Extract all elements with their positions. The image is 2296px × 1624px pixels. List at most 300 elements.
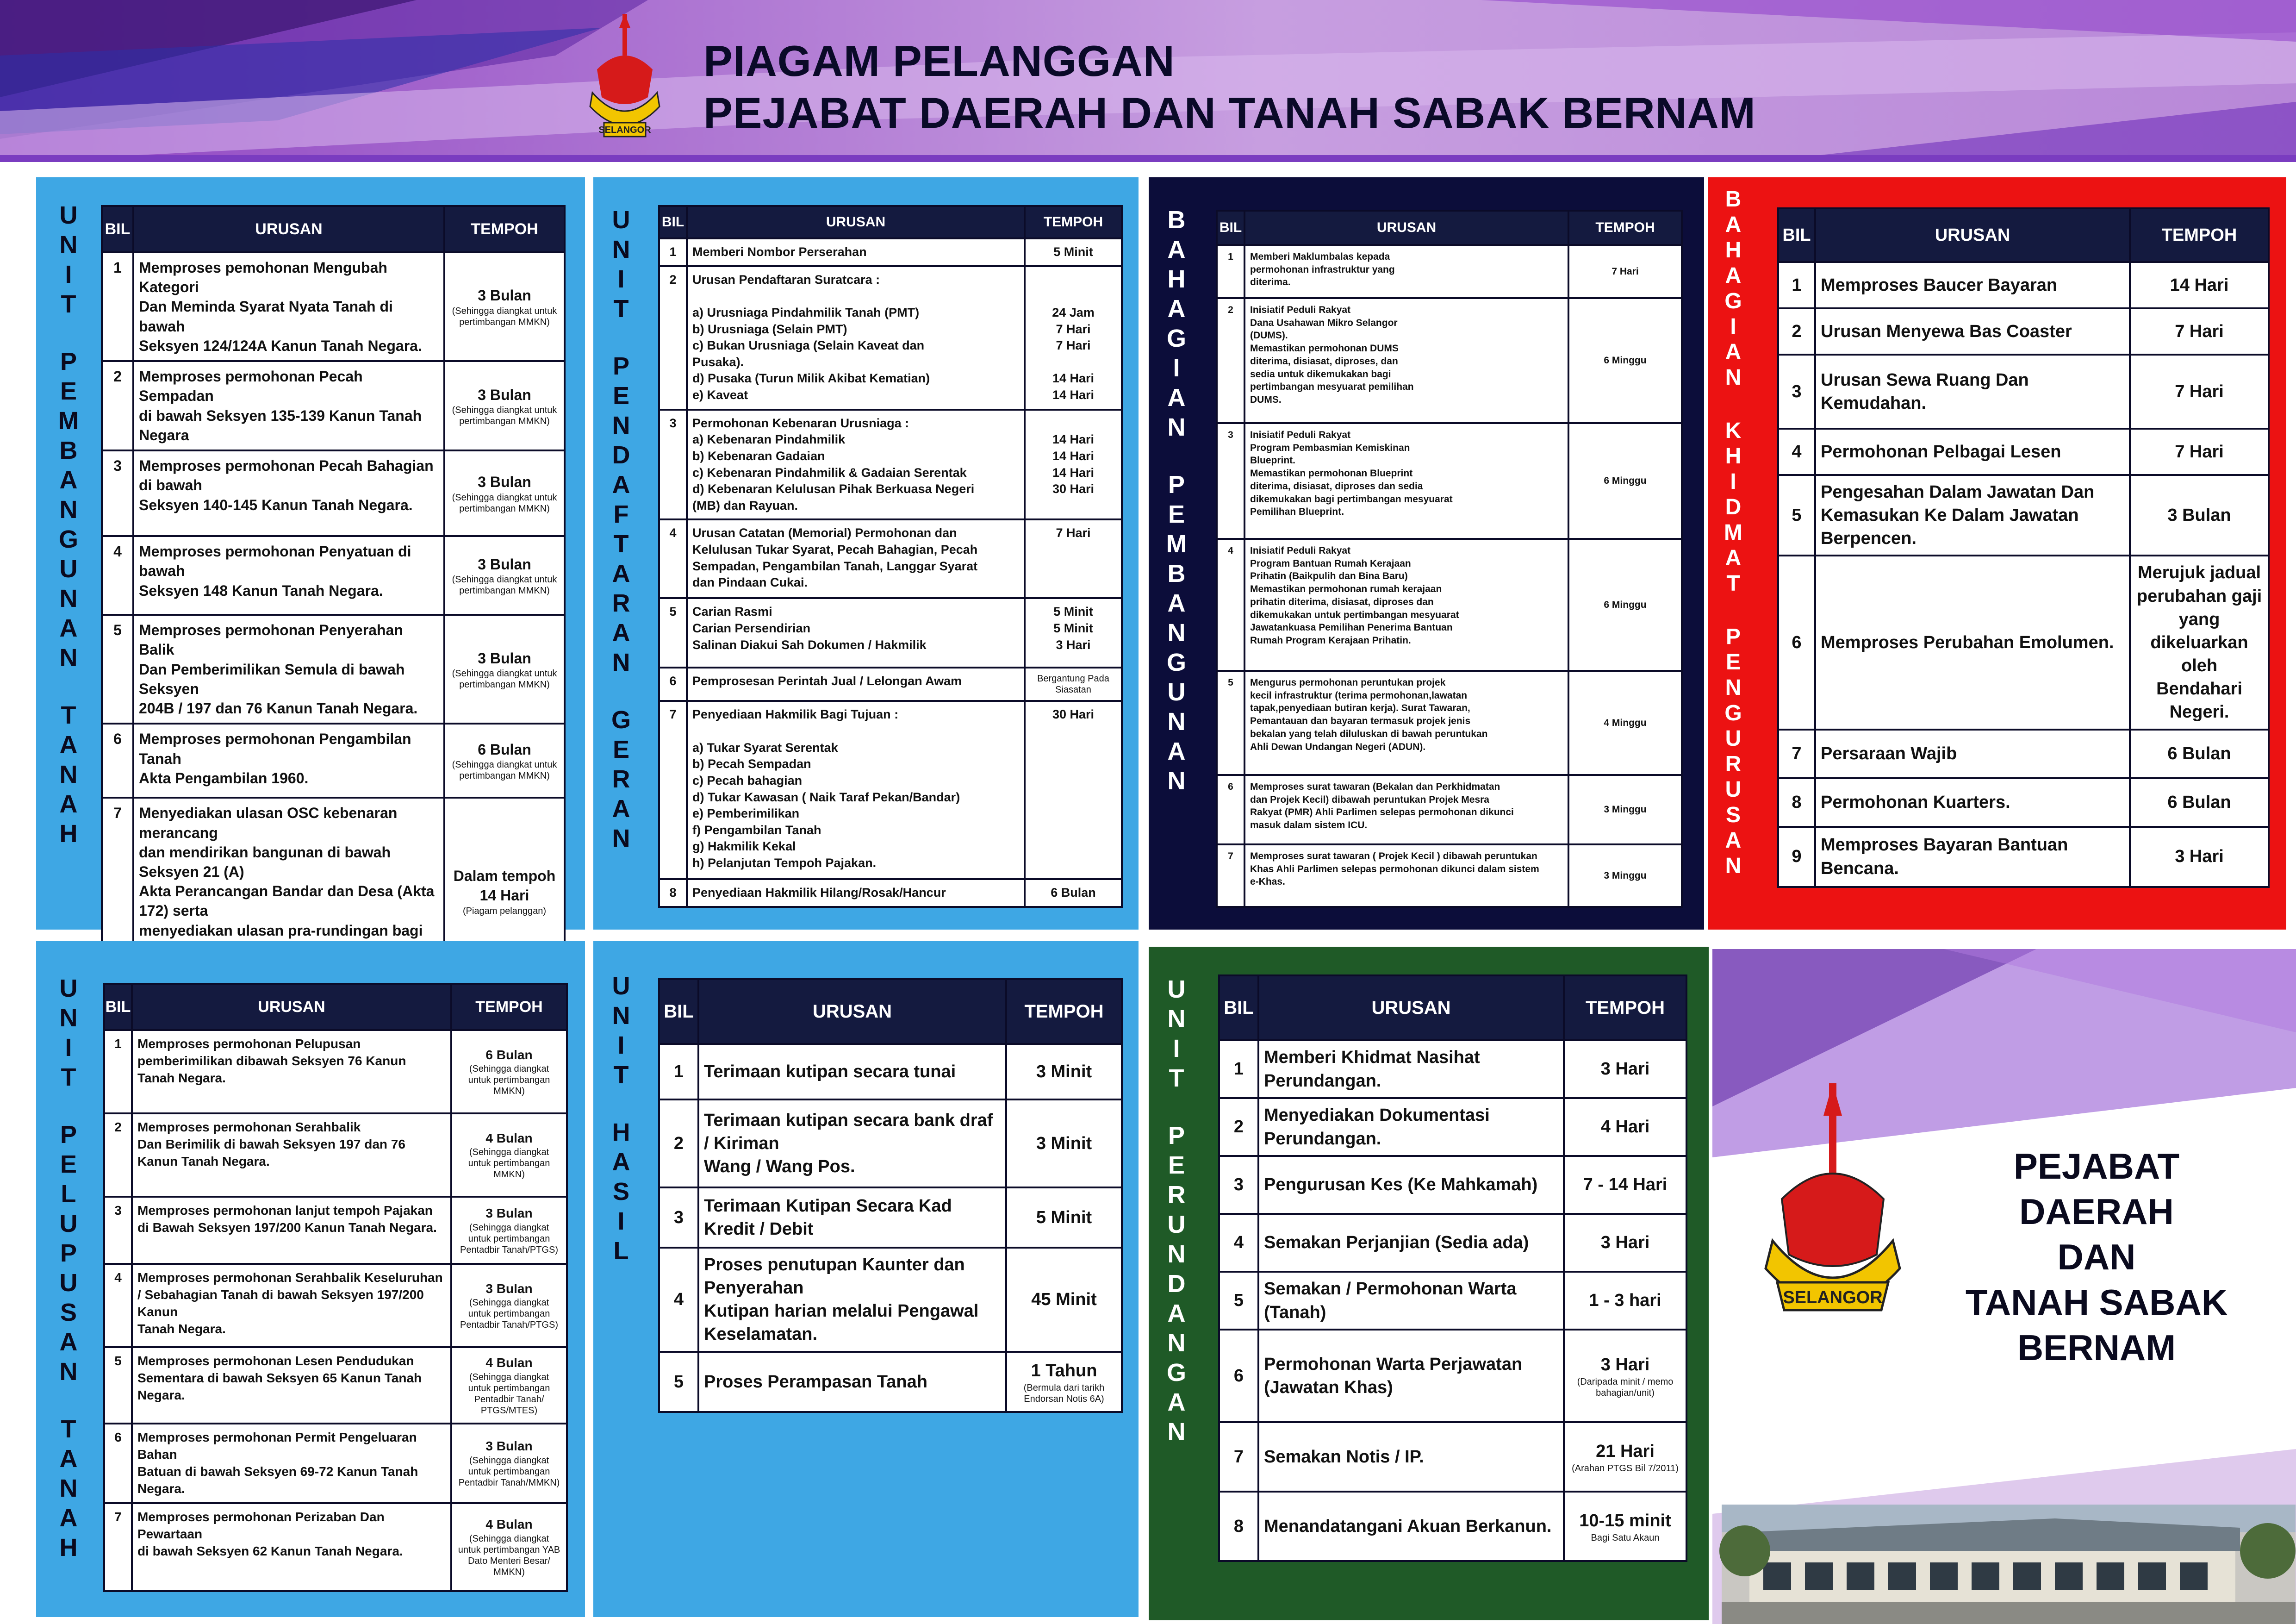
panel-unit-pembangunan-tanah — [36, 177, 585, 939]
service-duration — [1568, 423, 1682, 539]
row-number: 3 — [104, 1197, 132, 1264]
column-header-bil: BIL — [1778, 208, 1815, 262]
label-letter: U — [612, 972, 630, 1000]
service-description: Memproses surat tawaran (Bekalan dan Perkhidmatan dan Projek Kecil) dibawah peruntukan Projek Mesra Rakyat (PMR) Ahli Parlimen selepas permohonan dikunci masuk dalam sistem ICU. — [1244, 775, 1568, 844]
table-row — [1219, 1422, 1686, 1492]
column-header-urusan: URUSAN — [698, 979, 1006, 1044]
service-description: Proses penutupan Kaunter dan Penyerahan Kutipan harian melalui Pengawal Keselamatan. — [698, 1248, 1006, 1352]
service-table — [658, 205, 1123, 908]
label-letter: N — [1167, 1005, 1186, 1033]
service-duration — [2130, 308, 2269, 355]
column-header-bil: BIL — [659, 206, 687, 238]
label-letter: M — [1724, 520, 1742, 545]
service-description: Memproses permohonan Pecah Sempadan di bawah Seksyen 135-139 Kanun Tanah Negara — [133, 361, 444, 450]
label-letter: N — [1167, 767, 1186, 795]
row-number: 3 — [1778, 355, 1815, 429]
duration-value: 14 Hari — [2170, 275, 2229, 295]
label-letter: U — [1167, 1211, 1186, 1238]
row-number: 4 — [104, 1264, 132, 1347]
service-duration — [1564, 1330, 1686, 1422]
duration-value: Merujuk jadual perubahan gaji yang dikeluarkan oleh Bendahari Negeri. — [2136, 563, 2262, 722]
label-letter: A — [59, 1504, 78, 1532]
column-header-urusan: URUSAN — [133, 206, 444, 252]
service-duration — [1025, 598, 1122, 668]
duration-value: 5 Minit 5 Minit 3 Hari — [1053, 605, 1093, 652]
label-letter: N — [59, 231, 78, 259]
row-number: 7 — [1217, 844, 1244, 907]
service-duration — [2130, 730, 2269, 778]
label-letter: B — [1167, 560, 1186, 587]
column-header-tempoh: TEMPOH — [1006, 979, 1122, 1044]
label-letter: G — [1724, 289, 1742, 313]
column-header-tempoh: TEMPOH — [444, 206, 565, 252]
label-letter: E — [612, 382, 630, 410]
label-letter: E — [1725, 650, 1741, 675]
label-letter: N — [59, 644, 78, 672]
service-description: Permohonan Warta Perjawatan (Jawatan Khas) — [1258, 1330, 1564, 1422]
service-description: Memberi Maklumbalas kepada permohonan infrastruktur yang diterima. — [1244, 245, 1568, 298]
label-letter: D — [612, 441, 630, 469]
label-letter: H — [1167, 265, 1186, 293]
service-description: Memproses surat tawaran ( Projek Kecil ) dibawah peruntukan Khas Ahli Parlimen selepas permohonan dikunci dalam sistem e-Khas. — [1244, 844, 1568, 907]
service-duration — [444, 724, 565, 798]
service-duration — [1564, 1098, 1686, 1156]
service-duration — [1568, 298, 1682, 423]
label-letter: P — [60, 348, 77, 375]
label-letter: T — [61, 1415, 76, 1443]
label-letter: R — [612, 589, 630, 617]
label-letter: G — [1166, 1359, 1186, 1387]
duration-note: (Bermula dari tarikh Endorsan Notis 6A) — [1023, 1382, 1105, 1404]
label-letter: I — [1173, 354, 1180, 382]
service-duration — [2130, 827, 2269, 887]
panel-vertical-label — [607, 971, 635, 1266]
duration-note: (Sehingga diangkat untuk pertimbangan Pentadbir Tanah/ PTGS/MTES) — [468, 1372, 550, 1416]
table-row — [659, 668, 1122, 701]
row-number: 8 — [659, 879, 687, 907]
duration-value: 6 Minggu — [1604, 355, 1647, 366]
table-row — [102, 536, 565, 615]
service-duration — [1564, 1214, 1686, 1272]
label-letter: A — [1167, 295, 1186, 323]
row-number: 8 — [1219, 1492, 1258, 1561]
service-description: Memproses permohonan Pelupusan pemberimilikan dibawah Seksyen 76 Kanun Tanah Negara. — [132, 1030, 451, 1113]
label-letter: P — [1168, 1122, 1185, 1149]
service-duration — [451, 1424, 567, 1503]
table-row — [1778, 355, 2269, 429]
label-letter: U — [1167, 975, 1186, 1003]
table-row — [1219, 1156, 1686, 1214]
panel-vertical-label — [1163, 974, 1190, 1447]
service-description: Memproses pemohonan Mengubah Kategori Dan Meminda Syarat Nyata Tanah di bawah Seksyen 124/124A Kanun Tanah Negara. — [133, 252, 444, 361]
service-description: Inisiatif Peduli Rakyat Program Pembasmian Kemiskinan Blueprint. Memastikan permohonan Blueprint diterima, disiasat, diproses dan sedia dikemukakan bagi pertimbangan mesyuarat Pemilihan Blueprint. — [1244, 423, 1568, 539]
promo-office-name: PEJABAT DAERAH DAN TANAH SABAK BERNAM — [1965, 1146, 2228, 1368]
duration-value: 4 Minggu — [1604, 717, 1647, 728]
duration-value: 4 Bulan — [485, 1517, 533, 1532]
row-number: 7 — [104, 1503, 132, 1591]
table-row — [1778, 778, 2269, 827]
service-duration — [1006, 1099, 1122, 1187]
label-letter: A — [59, 614, 78, 642]
service-duration — [451, 1264, 567, 1347]
duration-value: 7 Hari — [2175, 321, 2224, 341]
label-letter: R — [1725, 752, 1742, 776]
duration-note: (Sehingga diangkat untuk pertimbangan MMKN) — [468, 1147, 550, 1180]
label-letter: N — [59, 1474, 78, 1502]
service-description: Memproses permohonan Lesen Pendudukan Sementara di bawah Seksyen 65 Kanun Tanah Negara. — [132, 1347, 451, 1424]
label-letter: F — [613, 500, 629, 528]
table-row — [1219, 1492, 1686, 1561]
duration-value: 6 Bulan — [2167, 792, 2231, 812]
table-row — [1219, 1214, 1686, 1272]
duration-value: 3 Bulan — [485, 1206, 533, 1221]
table-row — [1778, 262, 2269, 308]
row-number: 3 — [102, 450, 133, 536]
label-letter: A — [1725, 340, 1742, 364]
table-row — [1219, 1272, 1686, 1330]
service-description: Menyediakan ulasan OSC kebenaran merancang dan mendirikan bangunan di bawah Seksyen 21 (A) Akta Perancangan Bandar dan Desa (Akta 172) serta menyediakan ulasan pra-rundingan bagi — [133, 798, 444, 985]
label-letter: H — [59, 1534, 78, 1562]
promo-office-panel — [1712, 949, 2296, 1624]
row-number: 3 — [659, 410, 687, 520]
service-duration — [451, 1347, 567, 1424]
service-description: Penyediaan Hakmilik Bagi Tujuan : a) Tukar Syarat Serentak b) Pecah Sempadan c) Pecah bahagian d) Tukar Kawasan ( Naik Taraf Pekan/Bandar) e) Pemberimilikan f) Pengambilan Tanah g) Hakmilik Kekal h) Pelanjutan Tempoh Pajakan. — [687, 701, 1025, 879]
table-row — [1217, 539, 1682, 671]
table-row — [659, 1352, 1122, 1412]
label-letter: N — [1167, 413, 1186, 441]
duration-value: 10-15 minit — [1579, 1511, 1671, 1530]
column-header-bil: BIL — [659, 979, 698, 1044]
label-letter: D — [1725, 495, 1742, 519]
duration-note: (Sehingga diangkat untuk pertimbangan MMKN) — [452, 306, 557, 327]
service-duration — [444, 450, 565, 536]
column-header-urusan: URUSAN — [687, 206, 1025, 238]
row-number: 2 — [1217, 298, 1244, 423]
duration-value: Dalam tempoh 14 Hari — [453, 868, 556, 904]
column-header-urusan: URUSAN — [1815, 208, 2130, 262]
service-description: Memproses Baucer Bayaran — [1815, 262, 2130, 308]
panel-vertical-label — [607, 205, 635, 853]
label-letter: I — [65, 1034, 72, 1062]
table-row — [104, 1030, 567, 1113]
panel-vertical-label — [55, 200, 82, 849]
duration-value: 24 Jam 7 Hari 7 Hari 14 Hari 14 Hari — [1052, 305, 1095, 402]
table-row — [1778, 730, 2269, 778]
label-letter: A — [612, 471, 630, 499]
service-description: Semakan Notis / IP. — [1258, 1422, 1564, 1492]
service-table — [103, 983, 568, 1592]
duration-value: 4 Bulan — [485, 1131, 533, 1145]
service-description: Permohonan Kebenaran Urusniaga : a) Kebenaran Pindahmilik b) Kebenaran Gadaian c) Kebenaran Pindahmilik & Gadaian Serentak d) Kebenaran Kelulusan Pihak Berkuasa Negeri (MB) dan Rayuan. — [687, 410, 1025, 520]
duration-value: 3 Bulan — [485, 1281, 533, 1296]
row-number: 7 — [1219, 1422, 1258, 1492]
duration-value: 3 Hari — [1600, 1233, 1650, 1253]
row-number: 6 — [104, 1424, 132, 1503]
row-number: 3 — [1219, 1156, 1258, 1214]
service-duration — [444, 361, 565, 450]
table-row — [102, 450, 565, 536]
panel-unit-perundangan — [1149, 947, 1709, 1620]
table-row — [659, 410, 1122, 520]
label-letter: A — [59, 466, 78, 494]
label-letter: I — [1730, 314, 1736, 339]
row-number: 5 — [1778, 475, 1815, 556]
service-duration — [2130, 556, 2269, 729]
service-duration — [444, 252, 565, 361]
column-header-tempoh: TEMPOH — [2130, 208, 2269, 262]
label-letter: U — [59, 555, 78, 583]
label-letter: G — [1724, 701, 1742, 725]
row-number: 6 — [102, 724, 133, 798]
label-letter: M — [1166, 530, 1187, 558]
service-table — [658, 978, 1123, 1413]
duration-note: (Sehingga diangkat untuk pertimbangan MMKN) — [452, 760, 557, 781]
label-letter: N — [612, 824, 630, 852]
service-table — [1777, 207, 2270, 888]
service-duration — [1025, 879, 1122, 907]
service-duration — [1568, 844, 1682, 907]
column-header-urusan: URUSAN — [1258, 975, 1564, 1040]
column-header-urusan: URUSAN — [1244, 211, 1568, 245]
service-description: Pengesahan Dalam Jawatan Dan Kemasukan Ke Dalam Jawatan Berpencen. — [1815, 475, 2130, 556]
svg-text:SELANGOR: SELANGOR — [1783, 1288, 1883, 1307]
label-letter: T — [61, 1063, 76, 1091]
duration-value: 7 Hari — [1056, 526, 1091, 540]
duration-value: 7 - 14 Hari — [1583, 1175, 1668, 1195]
label-letter: N — [59, 761, 78, 788]
panel-bahagian-pembangunan — [1149, 177, 1704, 930]
row-number: 5 — [102, 615, 133, 724]
row-number: 7 — [102, 798, 133, 985]
label-letter: K — [1725, 418, 1742, 443]
service-duration — [2130, 778, 2269, 827]
label-letter: T — [61, 290, 76, 318]
service-description: Inisiatif Peduli Rakyat Dana Usahawan Mikro Selangor (DUMS). Memastikan permohonan DUMS diterima, disiasat, diproses, dan sedia untuk dikemukakan bagi pertimbangan mesyuarat pemilihan DUMS. — [1244, 298, 1568, 423]
selangor-crest-icon — [1740, 1083, 1925, 1343]
panel-vertical-label — [1719, 187, 1747, 879]
row-number: 6 — [1219, 1330, 1258, 1422]
label-letter: A — [1167, 737, 1186, 765]
row-number: 4 — [1217, 539, 1244, 671]
duration-value: 7 Hari — [2175, 381, 2224, 401]
table-row — [1219, 1040, 1686, 1098]
label-letter: U — [59, 201, 78, 229]
label-letter: A — [1167, 589, 1186, 617]
column-header-bil: BIL — [102, 206, 133, 252]
row-number: 9 — [1778, 827, 1815, 887]
duration-note: (Sehingga diangkat untuk pertimbangan Pentadbir Tanah/PTGS) — [460, 1222, 558, 1255]
duration-note: (Sehingga diangkat untuk pertimbangan Pentadbir Tanah/MMKN) — [458, 1455, 560, 1488]
service-description: Proses Perampasan Tanah — [698, 1352, 1006, 1412]
service-duration — [2130, 262, 2269, 308]
label-letter: A — [1725, 263, 1742, 288]
panel-unit-pendaftaran-geran — [593, 177, 1139, 930]
service-description: Urusan Catatan (Memorial) Permohonan dan Kelulusan Tukar Syarat, Pecah Bahagian, Pecah Sempadan, Pengambilan Tanah, Langgar Syarat dan Pindaan Cukai. — [687, 519, 1025, 598]
table-row — [1219, 1098, 1686, 1156]
duration-value: 3 Bulan — [478, 287, 531, 304]
panel-bahagian-khidmat-pengurusan — [1708, 177, 2286, 930]
table-row — [1217, 775, 1682, 844]
page-title: PIAGAM PELANGGAN — [703, 37, 1175, 85]
service-table — [101, 205, 566, 986]
service-description: Memproses permohonan Penyerahan Balik Dan Pemberimilikan Semula di bawah Seksyen 204B / 197 dan 76 Kanun Tanah Negara. — [133, 615, 444, 724]
label-letter: H — [1725, 444, 1742, 468]
service-description: Memberi Khidmat Nasihat Perundangan. — [1258, 1040, 1564, 1098]
label-letter: B — [59, 437, 78, 464]
duration-value: 1 - 3 hari — [1589, 1291, 1661, 1311]
label-letter: N — [1167, 1240, 1186, 1268]
duration-value: 14 Hari 14 Hari 14 Hari 30 Hari — [1052, 432, 1095, 496]
row-number: 5 — [659, 598, 687, 668]
service-duration — [1025, 410, 1122, 520]
row-number: 5 — [1217, 671, 1244, 775]
duration-note: (Arahan PTGS Bil 7/2011) — [1572, 1463, 1679, 1474]
table-row — [1778, 429, 2269, 475]
service-table — [1216, 210, 1683, 908]
service-duration — [1564, 1492, 1686, 1561]
label-letter: I — [617, 1207, 625, 1235]
label-letter: P — [60, 1239, 77, 1267]
row-number: 2 — [659, 266, 687, 410]
row-number: 4 — [1219, 1214, 1258, 1272]
service-duration — [1564, 1156, 1686, 1214]
label-letter: N — [612, 649, 630, 676]
duration-value: 45 Minit — [1031, 1290, 1097, 1310]
duration-note: (Sehingga diangkat untuk pertimbangan MMKN) — [452, 405, 557, 426]
label-letter: U — [59, 1269, 78, 1297]
duration-value: 7 Hari — [2175, 442, 2224, 462]
column-header-tempoh: TEMPOH — [451, 984, 567, 1030]
label-letter: T — [613, 295, 629, 323]
service-duration — [1025, 266, 1122, 410]
label-letter: S — [1725, 803, 1741, 827]
column-header-tempoh: TEMPOH — [1025, 206, 1122, 238]
row-number: 2 — [104, 1113, 132, 1197]
row-number: 1 — [1778, 262, 1815, 308]
label-letter: G — [611, 706, 631, 734]
duration-value: 3 Hari — [2175, 847, 2224, 867]
service-duration — [1564, 1272, 1686, 1330]
label-letter: H — [59, 820, 78, 848]
label-letter: N — [1725, 365, 1742, 390]
row-number: 1 — [659, 1044, 698, 1099]
table-row — [104, 1347, 567, 1424]
duration-value: 6 Minggu — [1604, 599, 1647, 610]
table-row — [659, 266, 1122, 410]
service-duration — [1025, 519, 1122, 598]
selangor-crest-icon — [579, 14, 671, 144]
label-letter: A — [1725, 546, 1742, 570]
duration-value: 3 Minggu — [1604, 870, 1647, 881]
label-letter: U — [1167, 678, 1186, 706]
service-description: Memproses permohonan lanjut tempoh Pajakan di Bawah Seksyen 197/200 Kanun Tanah Negara. — [132, 1197, 451, 1264]
service-duration — [451, 1197, 567, 1264]
service-duration — [1006, 1248, 1122, 1352]
panel-vertical-label — [1163, 205, 1190, 796]
label-letter: T — [61, 701, 76, 729]
service-description: Memproses permohonan Serahbalik Keseluruhan / Sebahagian Tanah di bawah Seksyen 197/200 Kanun Tanah Negara. — [132, 1264, 451, 1347]
row-number: 2 — [1778, 308, 1815, 355]
label-letter: I — [617, 1031, 625, 1059]
column-header-bil: BIL — [1217, 211, 1244, 245]
service-description: Mengurus permohonan peruntukan projek kecil infrastruktur (terima permohonan,lawatan tapak,penyediaan butiran kerja). Surat Tawaran, Pemantauan dan bayaran termasuk projek jenis bekalan yang telah diluluskan di bawah peruntukan Ahli Dewan Undangan Negeri (ADUN). — [1244, 671, 1568, 775]
service-duration — [2130, 429, 2269, 475]
table-row — [659, 1099, 1122, 1187]
duration-value: 3 Minit — [1036, 1133, 1092, 1153]
service-description: Terimaan Kutipan Secara Kad Kredit / Debit — [698, 1187, 1006, 1248]
service-description: Memproses permohonan Perizaban Dan Pewartaan di bawah Seksyen 62 Kanun Tanah Negara. — [132, 1503, 451, 1591]
table-row — [1778, 308, 2269, 355]
service-description: Memberi Nombor Perserahan — [687, 238, 1025, 266]
table-row — [104, 1424, 567, 1503]
table-row — [102, 724, 565, 798]
row-number: 5 — [104, 1347, 132, 1424]
duration-note: (Sehingga diangkat untuk pertimbangan YAB Dato Menteri Besar/ MMKN) — [458, 1534, 560, 1578]
table-row — [1217, 298, 1682, 423]
service-description: Terimaan kutipan secara bank draf / Kiriman Wang / Wang Pos. — [698, 1099, 1006, 1187]
duration-note: Bergantung Pada Siasatan — [1037, 674, 1109, 695]
page-subtitle: PEJABAT DAERAH DAN TANAH SABAK BERNAM — [703, 88, 1756, 137]
label-letter: R — [1167, 1181, 1186, 1209]
duration-value: 7 Hari — [1612, 266, 1639, 277]
label-letter: N — [1167, 1329, 1186, 1357]
label-letter: E — [612, 736, 630, 763]
label-letter: L — [61, 1180, 76, 1208]
service-description: Memproses Bayaran Bantuan Bencana. — [1815, 827, 2130, 887]
svg-text:SELANGOR: SELANGOR — [598, 125, 651, 135]
label-letter: B — [1167, 206, 1186, 234]
duration-value: 3 Minit — [1036, 1062, 1092, 1081]
label-letter: U — [612, 206, 630, 234]
table-row — [1217, 245, 1682, 298]
service-duration — [1568, 539, 1682, 671]
row-number: 7 — [1778, 730, 1815, 778]
duration-value: 1 Tahun — [1031, 1361, 1097, 1380]
service-description: Semakan / Permohonan Warta (Tanah) — [1258, 1272, 1564, 1330]
column-header-tempoh: TEMPOH — [1564, 975, 1686, 1040]
table-row — [104, 1197, 567, 1264]
label-letter: P — [1725, 625, 1741, 649]
duration-value: 6 Bulan — [1051, 886, 1096, 900]
panel-vertical-label — [55, 974, 82, 1562]
table-row — [102, 615, 565, 724]
label-letter: A — [612, 1148, 630, 1176]
row-number: 6 — [1217, 775, 1244, 844]
table-row — [659, 1044, 1122, 1099]
table-row — [659, 238, 1122, 266]
service-description: Penyediaan Hakmilik Hilang/Rosak/Hancur — [687, 879, 1025, 907]
row-number: 8 — [1778, 778, 1815, 827]
label-letter: L — [613, 1237, 629, 1265]
label-letter: A — [59, 1445, 78, 1473]
duration-value: 3 Bulan — [478, 474, 531, 491]
label-letter: N — [1167, 708, 1186, 736]
row-number: 4 — [102, 536, 133, 615]
row-number: 5 — [1219, 1272, 1258, 1330]
table-row — [1778, 827, 2269, 887]
label-letter: A — [1167, 1388, 1186, 1416]
duration-note: (Daripada minit / memo bahagian/unit) — [1577, 1377, 1674, 1399]
service-duration — [2130, 355, 2269, 429]
panel-unit-hasil — [593, 941, 1139, 1617]
duration-value: 21 Hari — [1596, 1441, 1655, 1461]
duration-note: (Sehingga diangkat untuk pertimbangan MMKN) — [468, 1064, 550, 1097]
service-duration — [1568, 245, 1682, 298]
service-duration — [1006, 1044, 1122, 1099]
table-row — [1217, 671, 1682, 775]
duration-value: 3 Hari — [1600, 1355, 1650, 1374]
label-letter: U — [59, 1210, 78, 1237]
